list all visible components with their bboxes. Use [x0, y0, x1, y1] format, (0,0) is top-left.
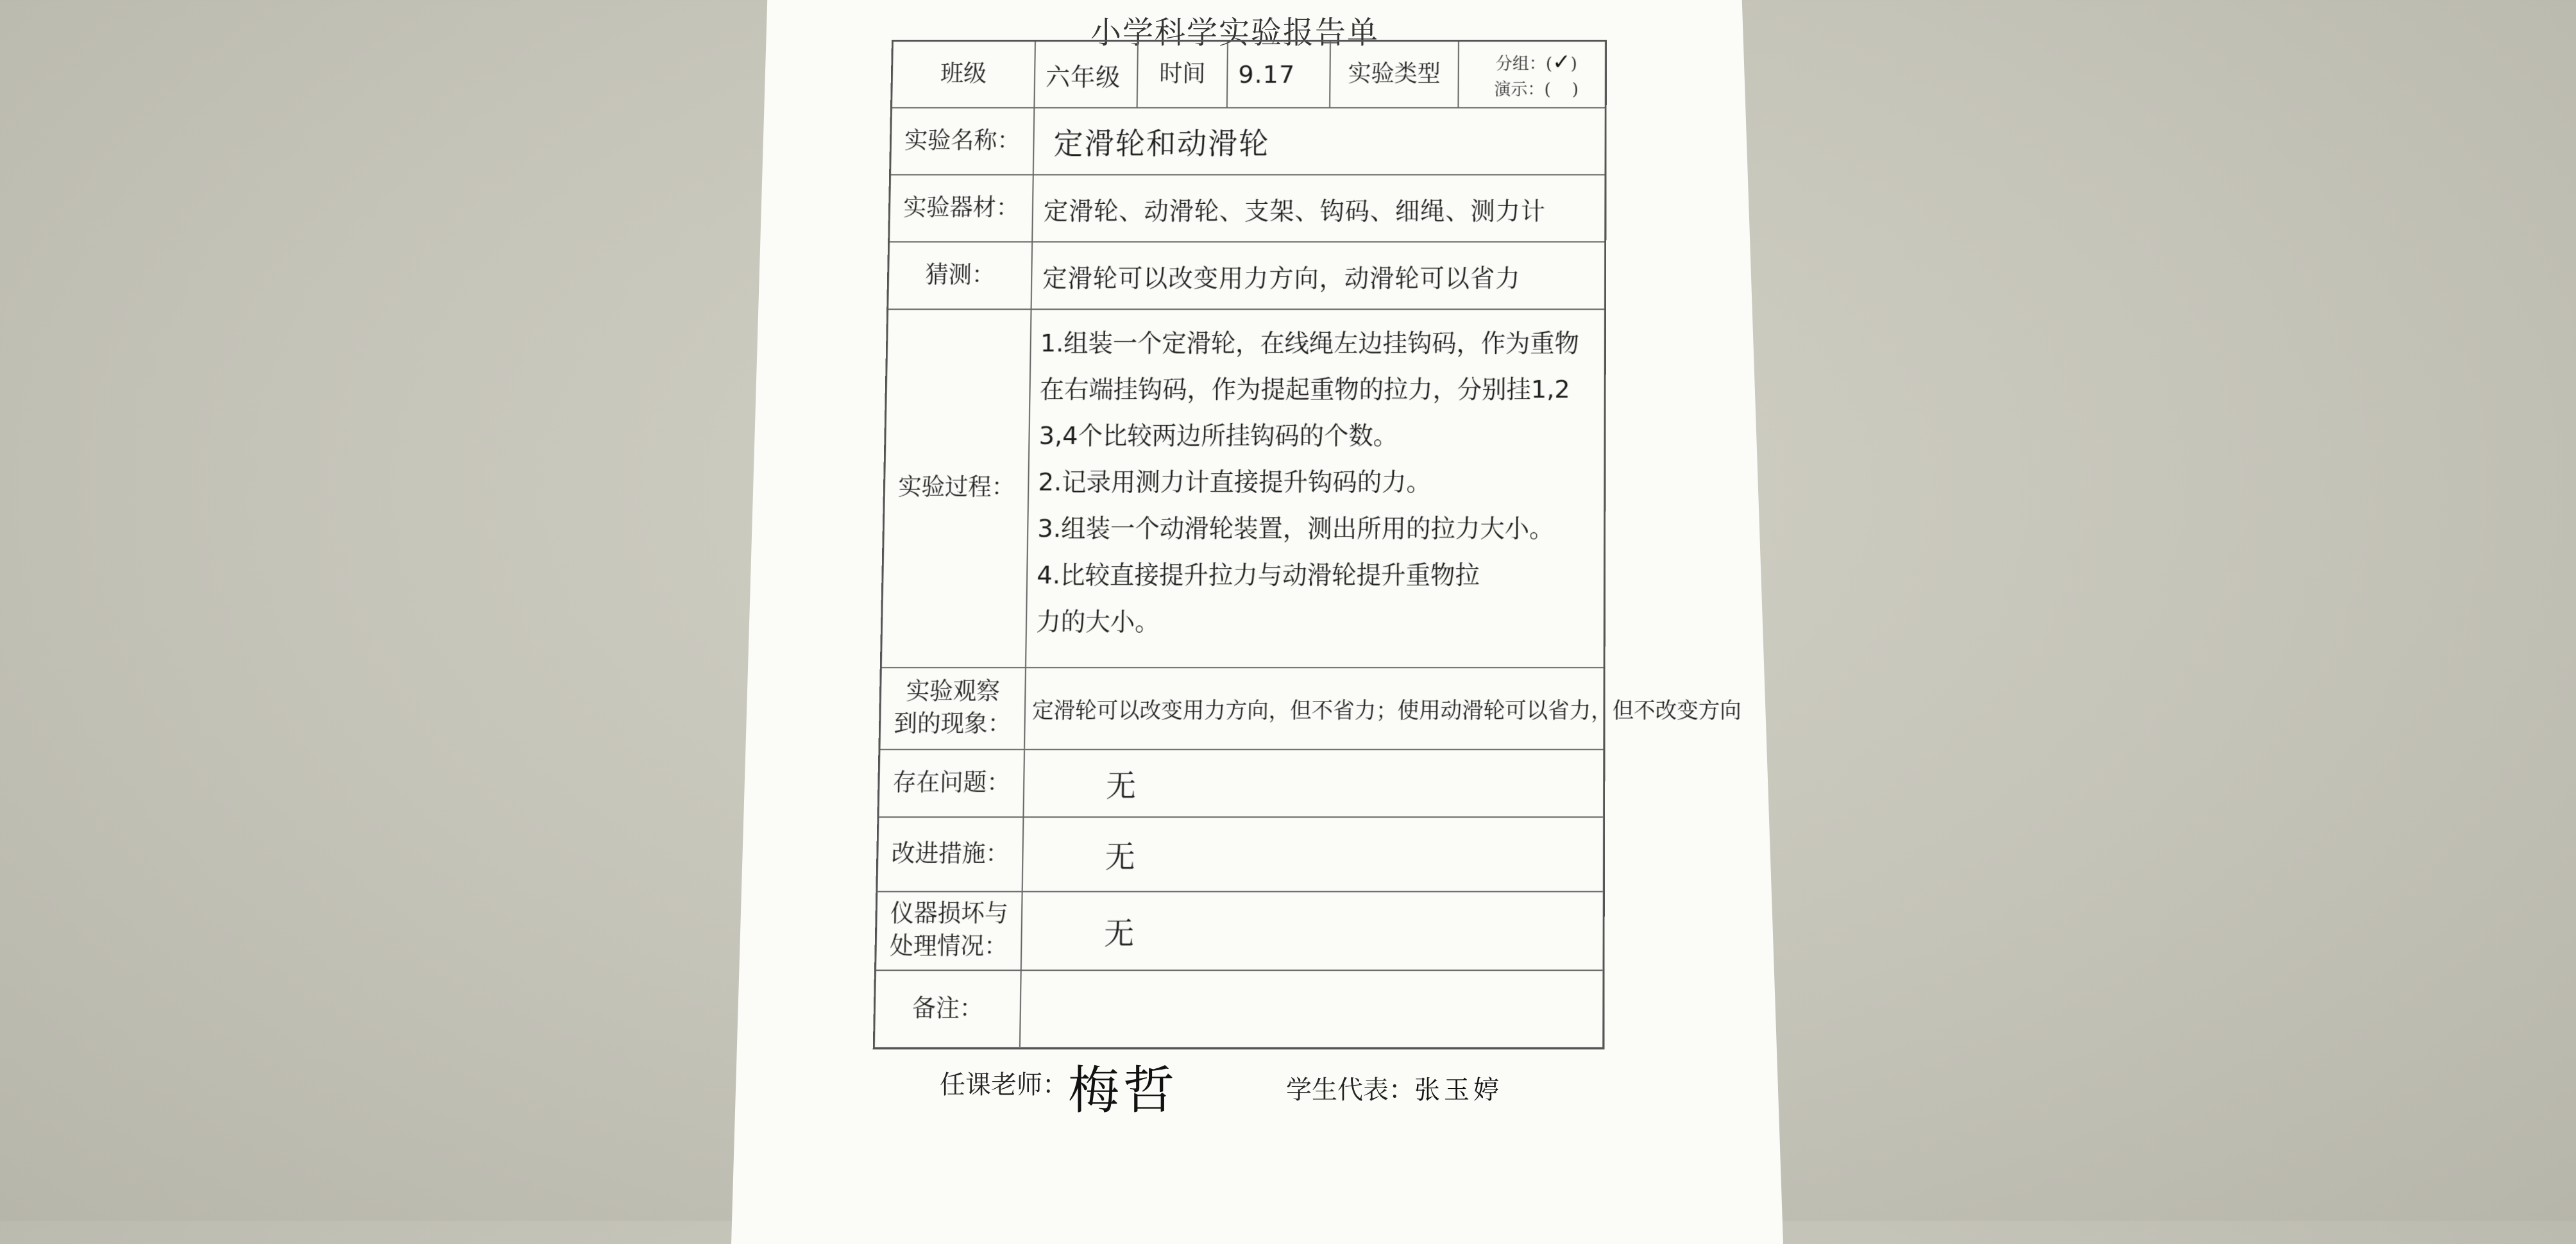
- improve-label: 改进措施：: [877, 818, 1024, 891]
- row-guess: [888, 242, 1604, 310]
- improve-value: 无: [1105, 838, 1137, 875]
- row-improvements: [877, 818, 1603, 892]
- process-line: 3.组装一个动滑轮装置，测出所用的拉力大小。: [1037, 514, 1554, 543]
- row-notes: [875, 971, 1603, 1047]
- process-line: 2.记录用测力计直接提升钩码的力。: [1038, 467, 1432, 496]
- teacher-label: 任课老师：: [940, 1070, 1068, 1100]
- observe-value: 定滑轮可以改变用力方向，但不省力；使用动滑轮可以省力，但不改变方向: [1031, 696, 1741, 723]
- teacher-signature: 梅哲: [1068, 1061, 1178, 1120]
- process-line: 力的大小。: [1035, 607, 1160, 636]
- class-value: 六年级: [1035, 42, 1139, 107]
- problems-label: 存在问题：: [879, 750, 1025, 816]
- notes-value: [1021, 971, 1603, 1047]
- report-title: 小学科学实验报告单: [1090, 15, 1379, 51]
- student-label: 学生代表：: [1286, 1075, 1414, 1105]
- row-header-info: [892, 42, 1605, 108]
- type-demo-option: 演示：( ): [1494, 80, 1579, 99]
- class-label: 班级: [892, 42, 1036, 107]
- problems-value: 无: [1105, 767, 1138, 803]
- materials-value: 定滑轮、动滑轮、支架、钩码、细绳、测力计: [1043, 196, 1546, 225]
- process-line: 在右端挂钩码，作为提起重物的拉力，分别挂1,2: [1039, 374, 1570, 404]
- name-value: 定滑轮和动滑轮: [1053, 126, 1270, 161]
- type-options: [1459, 42, 1605, 107]
- report-table: [873, 40, 1741, 1049]
- row-equipment-damage: [876, 892, 1603, 971]
- observe-label: 实验观察 到的现象：: [880, 668, 1026, 749]
- guess-value: 定滑轮可以改变用力方向，动滑轮可以省力: [1042, 264, 1521, 292]
- guess-label: 猜测：: [888, 242, 1033, 308]
- row-materials: [890, 176, 1604, 243]
- time-value: 9.17: [1228, 42, 1331, 107]
- row-process: [882, 310, 1604, 668]
- process-steps: [1026, 310, 1604, 667]
- process-line: 3,4个比较两边所挂钩码的个数。: [1038, 421, 1398, 450]
- materials-label: 实验器材：: [890, 176, 1034, 242]
- row-problems: [879, 750, 1603, 818]
- type-group-option: 分组：(✓): [1495, 49, 1577, 75]
- name-label: 实验名称：: [891, 108, 1035, 174]
- notes-label: 备注：: [875, 971, 1022, 1047]
- check-mark-icon: ✓: [1552, 49, 1571, 75]
- process-label: 实验过程：: [882, 310, 1032, 667]
- process-line: 4.比较直接提升拉力与动滑轮提升重物拉: [1037, 560, 1480, 590]
- damage-value: 无: [1103, 914, 1136, 951]
- row-observation: [880, 668, 1741, 750]
- process-line: 1.组装一个定滑轮，在线绳左边挂钩码，作为重物: [1040, 328, 1579, 358]
- type-label: 实验类型: [1330, 42, 1459, 107]
- row-experiment-name: [891, 108, 1605, 175]
- time-label: 时间: [1138, 42, 1228, 107]
- damage-label: 仪器损坏与 处理情况：: [876, 892, 1023, 970]
- student-signature: 张玉婷: [1414, 1075, 1503, 1105]
